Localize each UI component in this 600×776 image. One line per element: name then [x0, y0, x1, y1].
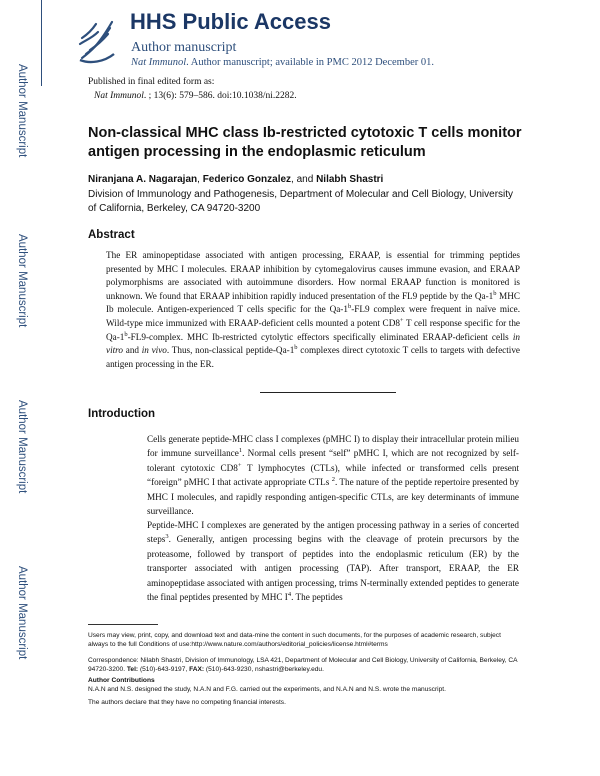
author-contributions-text: N.A.N and N.S. designed the study, N.A.N and F.G. carried out the experiments, and N.A.N and N.S. wrote the manuscript.: [88, 686, 446, 693]
citation-details: . ; 13(6): 579–586. doi:10.1038/ni.2282.: [143, 91, 297, 101]
abstract-heading: Abstract: [88, 229, 135, 241]
footnote-correspondence: [88, 656, 518, 674]
author-contributions-heading: [88, 676, 518, 685]
header-journal: Nat Immunol: [131, 57, 187, 68]
hhs-eagle-logo-icon: [76, 14, 118, 66]
competing-interests: The authors declare that they have no competing financial interests.: [88, 699, 286, 706]
author-manuscript-subtitle: Author manuscript: [131, 40, 237, 55]
author-and: , and: [291, 174, 317, 185]
author-nagarajan[interactable]: Niranjana A. Nagarajan: [88, 174, 198, 185]
sidebar-divider: [41, 0, 42, 86]
abstract-span: The ER aminopeptidase associated with antigen processing, ERAAP, is essential for trimming peptides presented by MHC I molecules. ERAAP inhibition by cytomegalovirus causes immune evasion, and ERAAP polymorphisms are associated with autoimmune disorders. How normal ERAAP function is monitored is unknown. We found that ERAAP inhibition rapidly induced presentation of the FL9 peptide by the Qa-1: [106, 250, 520, 301]
abstract-italic: in vivo: [141, 345, 167, 356]
abstract-sup: b: [294, 344, 298, 352]
sidebar-label-1: Author Manuscript: [16, 64, 28, 158]
terms-link[interactable]: http://www.nature.com/authors/editorial_policies/license.html#terms: [191, 641, 388, 648]
abstract-span: MHC Ib molecule. Antigen-experienced T cells specific for the Qa-1: [106, 290, 520, 315]
intro-span: . The peptides: [291, 592, 343, 603]
intro-paragraph-2: [147, 518, 519, 604]
abstract-span: and: [123, 345, 142, 356]
sidebar-label-3: Author Manuscript: [16, 400, 28, 494]
abstract-divider: [260, 392, 396, 393]
intro-span: . The nature of the peptide repertoire presented by MHC I molecules, and rapidly responding antigen-specific CTLs, are key determinants of immune surveillance.: [147, 477, 519, 517]
tel-value: (510)-643-9197,: [138, 666, 190, 673]
footnote-terms: [88, 631, 518, 649]
author-separator: ,: [197, 174, 203, 185]
published-in-label: Published in final edited form as:: [88, 77, 215, 87]
abstract-sup: b: [124, 330, 128, 338]
abstract-sup: +: [399, 316, 404, 324]
sidebar-label-2: Author Manuscript: [16, 234, 28, 328]
reference-link[interactable]: 1: [238, 447, 243, 455]
abstract-span: . Thus, non-classical peptide-Qa-1: [166, 345, 295, 356]
abstract-italic: in vitro: [106, 331, 520, 356]
citation-line: [94, 91, 297, 101]
citation-journal: Nat Immunol: [94, 91, 144, 101]
availability-line: [131, 57, 434, 68]
contrib-heading-text: Author Contributions: [88, 677, 155, 684]
abstract-span: T cell response specific for the Qa-1: [106, 317, 520, 342]
footnote-divider: [88, 624, 158, 625]
footnote-span: Users may view, print, copy, and download text and data-mine the content in such documents, for the purposes of academic research, subject always to the full Conditions of use:: [88, 632, 501, 648]
intro-span: . Normal cells present “self” pMHC I, which are not recognized by self-tolerant cytotoxic CD8: [147, 448, 519, 473]
intro-span: Peptide-MHC I complexes are generated by the antigen processing pathway in a series of concerted steps: [147, 520, 519, 545]
abstract-span: complexes direct cytotoxic T cells to targets with defective antigen processing in the ER.: [106, 345, 520, 369]
sidebar-label-4: Author Manuscript: [16, 566, 28, 660]
affiliation: Division of Immunology and Pathogenesis, Department of Molecular and Cell Biology, University of California, Berkeley, CA 94720-3200: [88, 189, 514, 214]
reference-link[interactable]: 3: [165, 533, 169, 541]
fax-value: (510)-643-9230, nshastri@berkeley.edu.: [204, 666, 324, 673]
header-availability: . Author manuscript; available in PMC 2012 December 01.: [186, 57, 434, 68]
abstract-sup: b: [493, 289, 497, 297]
abstract-text: [106, 249, 520, 371]
intro-span: T lymphocytes (CTLs), while infected or transformed cells present “foreign” pMHC I that activate appropriate CTLs: [147, 462, 520, 488]
fax-label: FAX:: [189, 666, 205, 673]
abstract-sup: b: [347, 303, 352, 311]
author-gonzalez[interactable]: Federico Gonzalez: [202, 174, 292, 185]
abstract-span: -FL9-complex. MHC Ib-restricted cytolytic effectors specifically eliminated ERAAP-deficient cells: [127, 331, 513, 342]
reference-link[interactable]: 2: [331, 476, 335, 484]
reference-link[interactable]: 4: [287, 590, 292, 598]
intro-span: Cells generate peptide-MHC class I complexes (pMHC I) to display their intracellular protein milieu for immune surveillance: [147, 434, 519, 459]
tel-label: Tel:: [126, 666, 139, 673]
abstract-span: -FL9 complex were frequent in naïve mice. Wild-type mice immunized with ERAAP-deficient cells mounted a potent CD8: [106, 304, 520, 328]
author-shastri[interactable]: Nilabh Shastri: [316, 174, 384, 185]
intro-sup: +: [237, 461, 242, 469]
author-list: [88, 174, 383, 185]
footnote-span: Correspondence: Nilabh Shastri, Division of Immunology, LSA 421, Department of Molecular and Cell Biology, University of California, Berkeley, CA 94720-3200.: [88, 657, 518, 673]
article-title: Non-classical MHC class Ib-restricted cytotoxic T cells monitor antigen processing in the endoplasmic reticulum: [88, 125, 522, 160]
introduction-heading: Introduction: [88, 408, 156, 420]
intro-span: . Generally, antigen processing begins with the cleavage of protein precursors by the proteasome, followed by transport of peptides into the endoplasmic reticulum (ER) by the transporter associated with antigen processing (TAP). After transport, ERAAP, the ER aminopeptidase associated with antigen processing, trims N-terminally extended peptides to generate the final peptides presented by MHC I: [147, 534, 519, 603]
intro-paragraph-1: [147, 432, 519, 518]
hhs-public-access-title: HHS Public Access: [130, 9, 331, 34]
